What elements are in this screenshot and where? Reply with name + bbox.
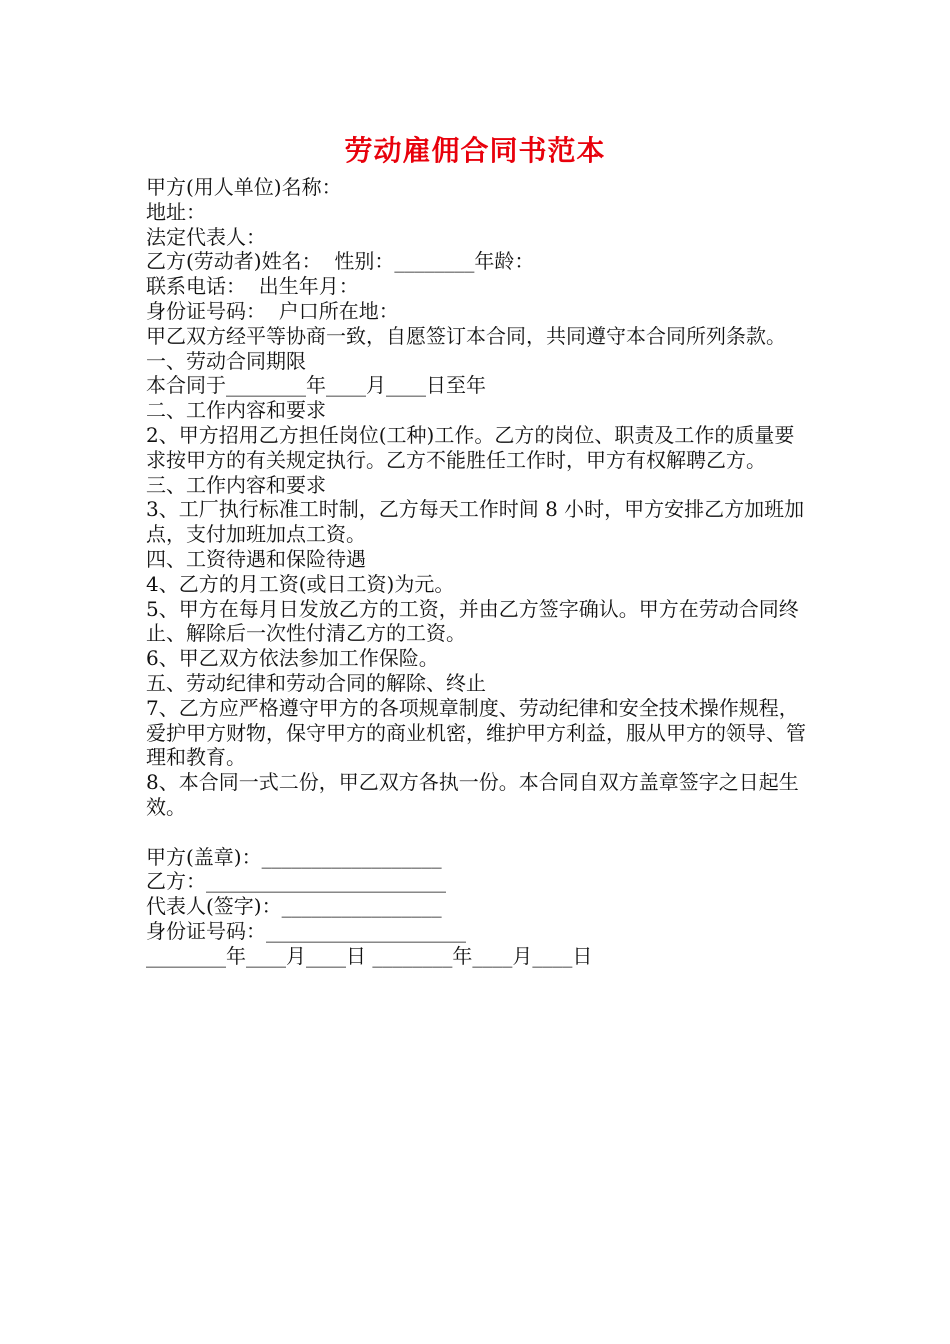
- section-heading-work-2: 三、工作内容和要求: [146, 472, 326, 497]
- party-a-name-line: 甲方(用人单位)名称：: [146, 175, 342, 199]
- section-heading-discipline: 五、劳动纪律和劳动合同的解除、终止: [146, 670, 486, 695]
- signature-block: [146, 845, 811, 969]
- clause-3: 3、工厂执行标准工时制，乙方每天工作时间 8 小时，甲方安排乙方加班加点，支付加班加点工资。: [146, 497, 805, 547]
- party-b-name-line: 乙方(劳动者)姓名： 性别：________年龄：: [146, 249, 535, 274]
- contract-term-line: 本合同于________年____月____日至年: [146, 373, 486, 398]
- document-title: 劳动雇佣合同书范本: [344, 134, 606, 167]
- date-line: ________年____月____日 ________年____月____日: [146, 943, 593, 968]
- section-heading-pay: 四、工资待遇和保险待遇: [146, 546, 366, 571]
- address-line: 地址：: [146, 199, 206, 224]
- id-residence-line: 身份证号码： 户口所在地：: [146, 298, 399, 323]
- clause-4: 4、乙方的月工资(或日工资)为元。: [146, 571, 455, 596]
- clause-5: 5、甲方在每月日发放乙方的工资，并由乙方签字确认。甲方在劳动合同终止、解除后一次性付清乙方的工资。: [146, 596, 799, 646]
- section-heading-term: 一、劳动合同期限: [146, 348, 306, 373]
- party-b-line: 乙方：________________________: [146, 869, 446, 894]
- clause-8: 8、本合同一式二份，甲乙双方各执一份。本合同自双方盖章签字之日起生效。: [146, 770, 799, 819]
- id-number-line: 身份证号码：____________________: [146, 918, 466, 943]
- phone-birth-line: 联系电话： 出生年月：: [146, 274, 359, 299]
- clause-2: 2、甲方招用乙方担任岗位(工种)工作。乙方的岗位、职责及工作的质量要求按甲方的有关规定执行。乙方不能胜任工作时，甲方有权解聘乙方。: [146, 422, 795, 472]
- party-a-seal-line: 甲方(盖章)：__________________: [146, 844, 442, 869]
- clause-6: 6、甲乙双方依法参加工作保险。: [146, 646, 439, 671]
- representative-signature-line: 代表人(签字)：________________: [146, 894, 442, 919]
- section-heading-work: 二、工作内容和要求: [146, 398, 326, 423]
- agreement-intro: 甲乙双方经平等协商一致，自愿签订本合同，共同遵守本合同所列条款。: [146, 323, 786, 348]
- document-body: [146, 175, 811, 969]
- legal-representative-line: 法定代表人：: [146, 224, 266, 249]
- spacer: [146, 820, 811, 845]
- clause-7: 7、乙方应严格遵守甲方的各项规章制度、劳动纪律和安全技术操作规程，爱护甲方财物，保守甲方的商业机密，维护甲方利益，服从甲方的领导、管理和教育。: [146, 695, 806, 770]
